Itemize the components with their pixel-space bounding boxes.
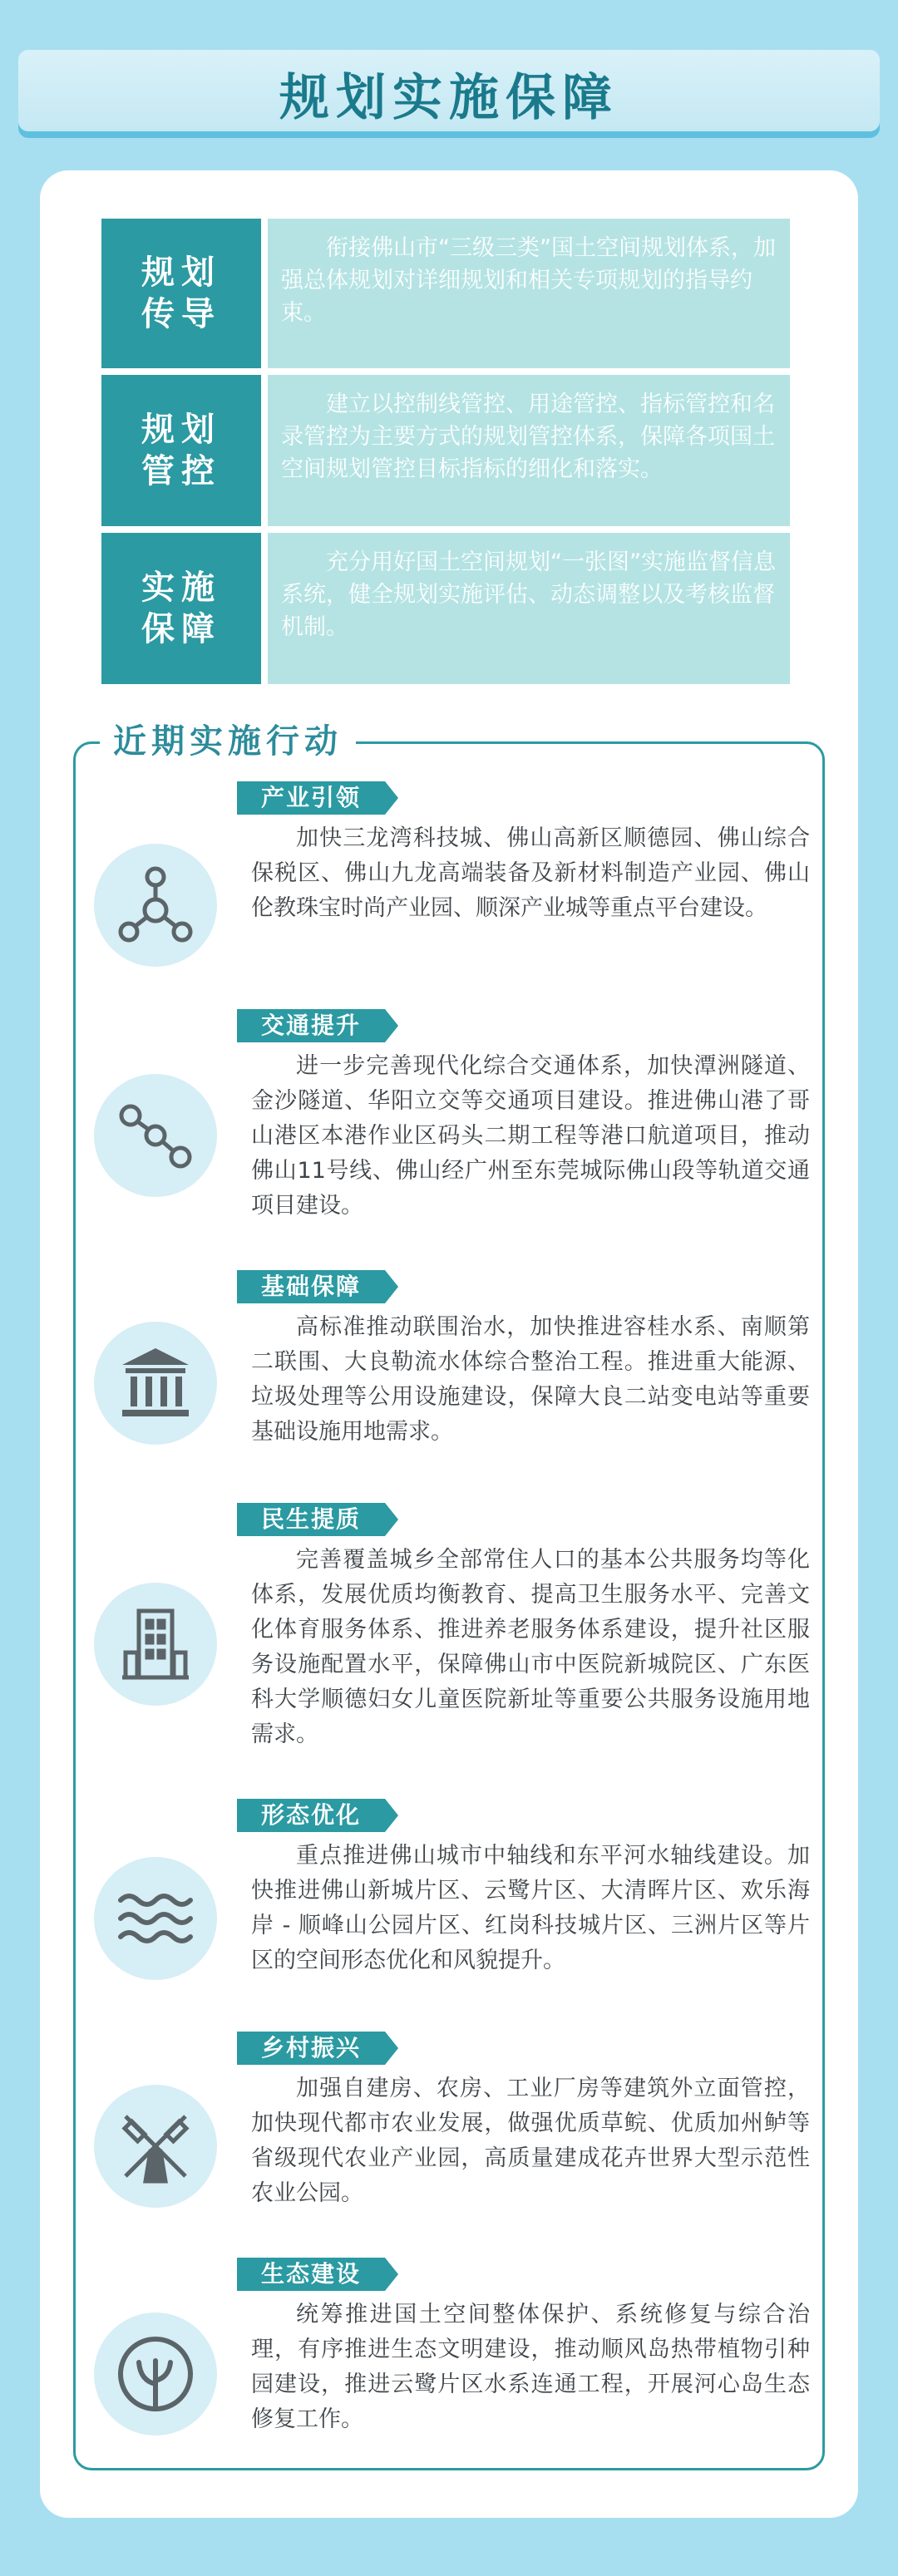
action-tag: 乡村振兴 xyxy=(237,2032,385,2065)
title-banner xyxy=(18,50,880,131)
action-text: 加快三龙湾科技城、佛山高新区顺德园、佛山综合保税区、佛山九龙高端装备及新材料制造产业园、佛山伦教珠宝时尚产业园、顺深产业城等重点平台建设。 xyxy=(251,825,810,921)
guarantee-label: 规划 管控 xyxy=(101,375,261,526)
guarantee-label: 规划 传导 xyxy=(101,219,261,368)
windmill-icon xyxy=(94,2085,217,2208)
apartment-building-icon xyxy=(94,1583,217,1706)
guarantee-row xyxy=(101,219,790,368)
action-text: 完善覆盖城乡全部常住人口的基本公共服务均等化体系，发展优质均衡教育、提高卫生服务水平、完善文化体育服务体系、推进养老服务体系建设，提升社区服务设施配置水平，保障佛山市中医院新城院区、广东医科大学顺德妇女儿童医院新址等重要公共服务设施用地需求。 xyxy=(251,1547,810,1747)
guarantee-row xyxy=(101,533,790,684)
action-text: 高标准推动联围治水，加快推进容桂水系、南顺第二联围、大良勒流水体综合整治工程。推进重大能源、垃圾处理等公用设施建设，保障大良二站变电站等重要基础设施用地需求。 xyxy=(251,1314,810,1445)
guarantee-row xyxy=(101,375,790,526)
guarantee-label: 实施 保障 xyxy=(101,533,261,684)
action-text: 重点推进佛山城市中轴线和东平河水轴线建设。加快推进佛山新城片区、云鹭片区、大清晖片区、欢乐海岸 - 顺峰山公园片区、红岗科技城片区、三洲片区等片区的空间形态优化和风貌提升。 xyxy=(251,1843,810,1973)
network-nodes-icon xyxy=(94,844,217,967)
action-tag: 形态优化 xyxy=(237,1799,385,1832)
tree-icon xyxy=(94,2312,217,2436)
action-tag: 民生提质 xyxy=(237,1503,385,1536)
government-building-icon xyxy=(94,1322,217,1445)
action-tag: 交通提升 xyxy=(237,1009,385,1042)
actions-title: 近期实施行动 xyxy=(100,722,356,761)
route-nodes-icon xyxy=(94,1074,217,1197)
guarantee-text: 衔接佛山市“三级三类”国土空间规划体系，加强总体规划对详细规划和相关专项规划的指导约束。 xyxy=(268,219,790,368)
action-text: 进一步完善现代化综合交通体系，加快潭洲隧道、金沙隧道、华阳立交等交通项目建设。推进佛山港了哥山港区本港作业区码头二期工程等港口航道项目，推动佛山11号线、佛山经广州至东莞城际佛山段等轨道交通项目建设。 xyxy=(251,1053,810,1219)
action-text: 统筹推进国土空间整体保护、系统修复与综合治理，有序推进生态文明建设，推动顺风岛热带植物引种园建设，推进云鹭片区水系连通工程，开展河心岛生态修复工作。 xyxy=(251,2302,810,2432)
action-tag: 基础保障 xyxy=(237,1270,385,1303)
action-tag: 产业引领 xyxy=(237,781,385,815)
water-waves-icon xyxy=(94,1857,217,1980)
page-title: 规划实施保障 xyxy=(279,69,619,127)
action-text: 加强自建房、农房、工业厂房等建筑外立面管控，加快现代都市农业发展，做强优质草鲩、优质加州鲈等省级现代农业产业园，高质量建成花卉世界大型示范性农业公园。 xyxy=(251,2076,810,2206)
action-tag: 生态建设 xyxy=(237,2258,385,2291)
guarantee-text: 建立以控制线管控、用途管控、指标管控和名录管控为主要方式的规划管控体系，保障各项国土空间规划管控目标指标的细化和落实。 xyxy=(268,375,790,526)
guarantee-text: 充分用好国土空间规划“一张图”实施监督信息系统，健全规划实施评估、动态调整以及考核监督机制。 xyxy=(268,533,790,684)
